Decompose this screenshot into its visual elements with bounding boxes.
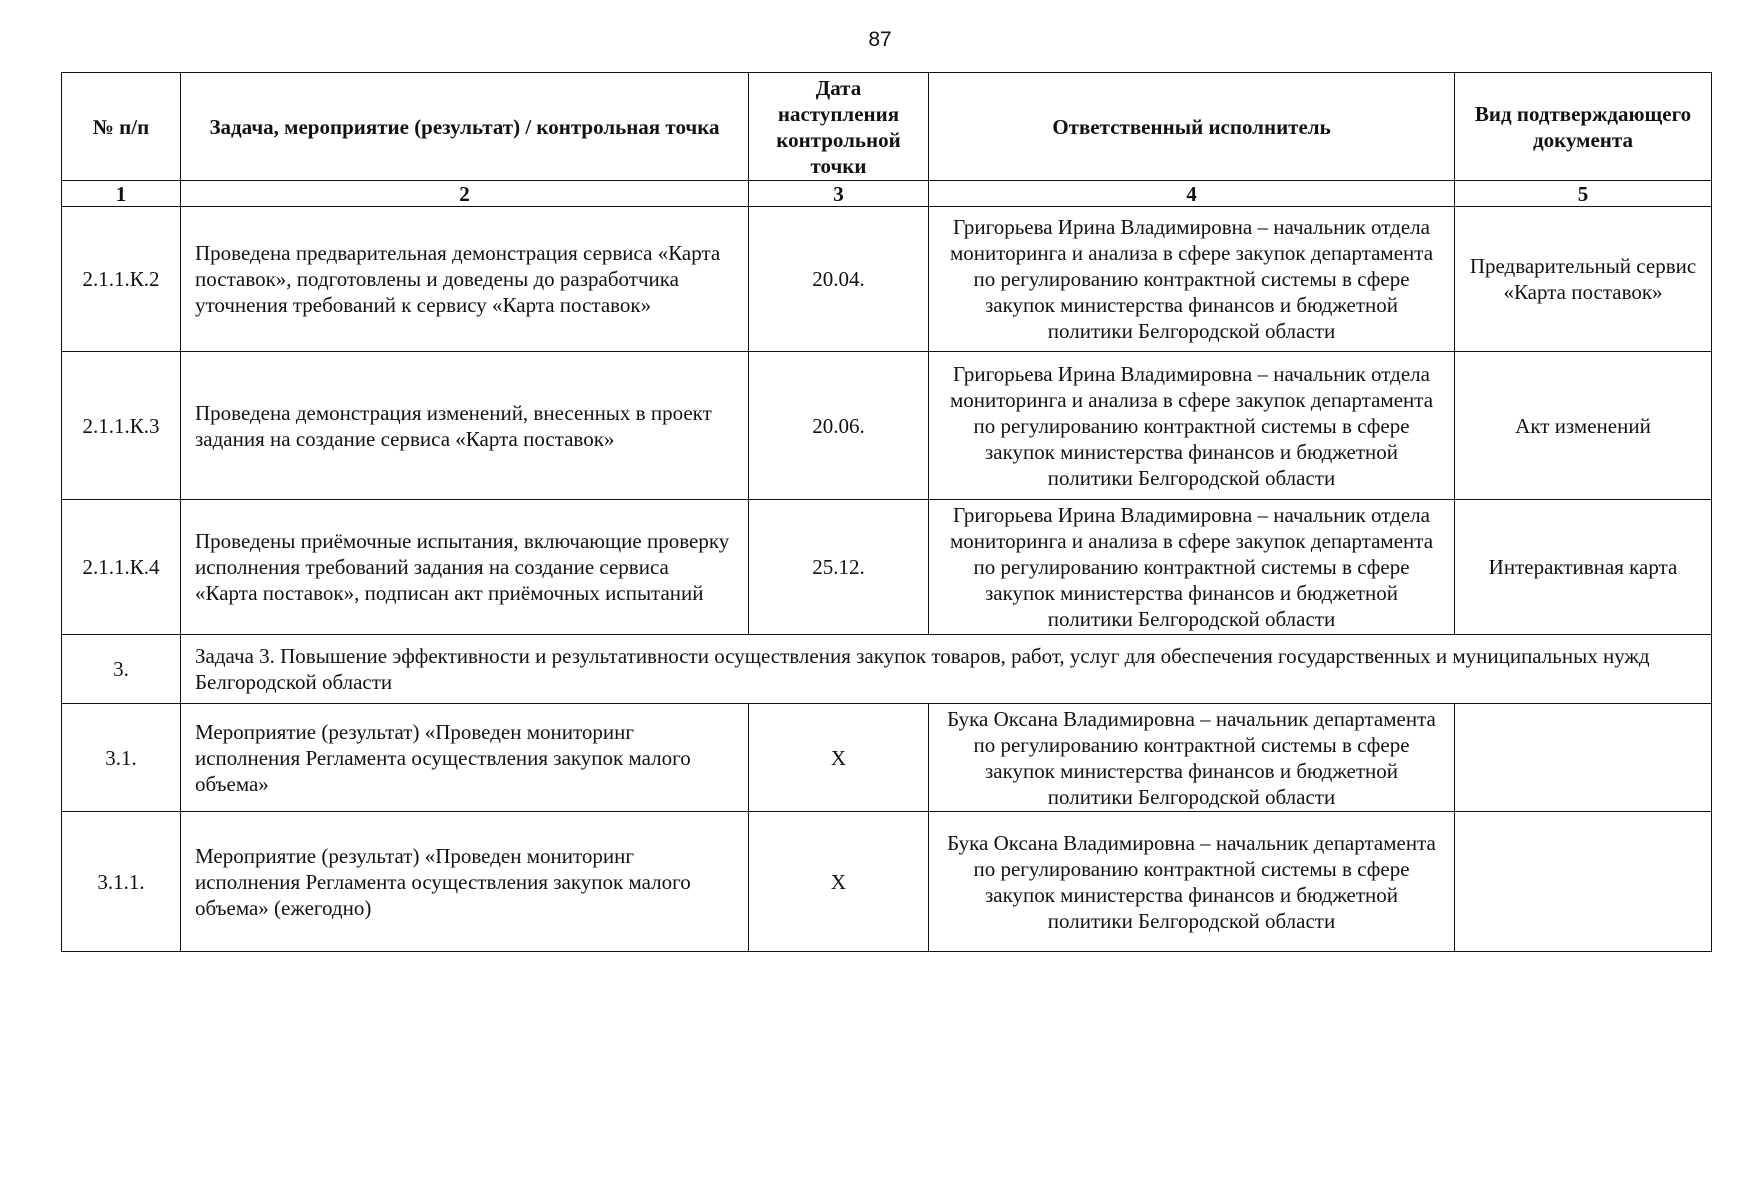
header-responsible: Ответственный исполнитель (929, 73, 1455, 181)
row-responsible: Григорьева Ирина Владимировна – начальник отдела мониторинга и анализа в сфере закупок департамента по регулированию контрактной системы в сфере закупок министерства финансов и бюджетной политики Белгородской области (929, 207, 1455, 352)
row-document: Акт изменений (1455, 352, 1712, 500)
row-document: Интерактивная карта (1455, 500, 1712, 635)
row-number: 2.1.1.К.3 (62, 352, 181, 500)
row-task: Проведена предварительная демонстрация сервиса «Карта поставок», подготовлены и доведены до разработчика уточнения требований к сервису «Карта поставок» (181, 207, 749, 352)
row-document (1455, 812, 1712, 952)
header-date: Дата наступления контрольной точки (749, 73, 929, 181)
row-date: 25.12. (749, 500, 929, 635)
table-row (62, 812, 1712, 952)
column-number-row (62, 181, 1712, 207)
row-date: 20.06. (749, 352, 929, 500)
task-row (62, 635, 1712, 704)
table-row (62, 352, 1712, 500)
column-number: 5 (1455, 181, 1712, 207)
task-number: 3. (62, 635, 181, 704)
row-responsible: Григорьева Ирина Владимировна – начальник отдела мониторинга и анализа в сфере закупок департамента по регулированию контрактной системы в сфере закупок министерства финансов и бюджетной политики Белгородской области (929, 352, 1455, 500)
row-task: Мероприятие (результат) «Проведен мониторинг исполнения Регламента осуществления закупок малого объема» (181, 704, 749, 812)
row-responsible: Бука Оксана Владимировна – начальник департамента по регулированию контрактной системы в сфере закупок министерства финансов и бюджетной политики Белгородской области (929, 812, 1455, 952)
table-row (62, 704, 1712, 812)
control-points-table (61, 72, 1712, 952)
column-number: 4 (929, 181, 1455, 207)
row-number: 3.1. (62, 704, 181, 812)
row-responsible: Григорьева Ирина Владимировна – начальник отдела мониторинга и анализа в сфере закупок департамента по регулированию контрактной системы в сфере закупок министерства финансов и бюджетной политики Белгородской области (929, 500, 1455, 635)
row-document (1455, 704, 1712, 812)
row-date: Х (749, 704, 929, 812)
row-task: Мероприятие (результат) «Проведен мониторинг исполнения Регламента осуществления закупок малого объема» (ежегодно) (181, 812, 749, 952)
row-responsible: Бука Оксана Владимировна – начальник департамента по регулированию контрактной системы в сфере закупок министерства финансов и бюджетной политики Белгородской области (929, 704, 1455, 812)
row-date: 20.04. (749, 207, 929, 352)
table-header-row (62, 73, 1712, 181)
header-task: Задача, мероприятие (результат) / контрольная точка (181, 73, 749, 181)
row-number: 2.1.1.К.4 (62, 500, 181, 635)
table-row (62, 500, 1712, 635)
row-task: Проведены приёмочные испытания, включающие проверку исполнения требований задания на создание сервиса «Карта поставок», подписан акт приёмочных испытаний (181, 500, 749, 635)
column-number: 2 (181, 181, 749, 207)
row-number: 2.1.1.К.2 (62, 207, 181, 352)
row-number: 3.1.1. (62, 812, 181, 952)
task-text: Задача 3. Повышение эффективности и результативности осуществления закупок товаров, работ, услуг для обеспечения государственных и муниципальных нужд Белгородской области (181, 635, 1712, 704)
column-number: 1 (62, 181, 181, 207)
page-number: 87 (868, 28, 892, 51)
header-num: № п/п (62, 73, 181, 181)
row-task: Проведена демонстрация изменений, внесенных в проект задания на создание сервиса «Карта поставок» (181, 352, 749, 500)
header-document: Вид подтверждающего документа (1455, 73, 1712, 181)
row-date: Х (749, 812, 929, 952)
row-document: Предварительный сервис «Карта поставок» (1455, 207, 1712, 352)
table-row (62, 207, 1712, 352)
column-number: 3 (749, 181, 929, 207)
